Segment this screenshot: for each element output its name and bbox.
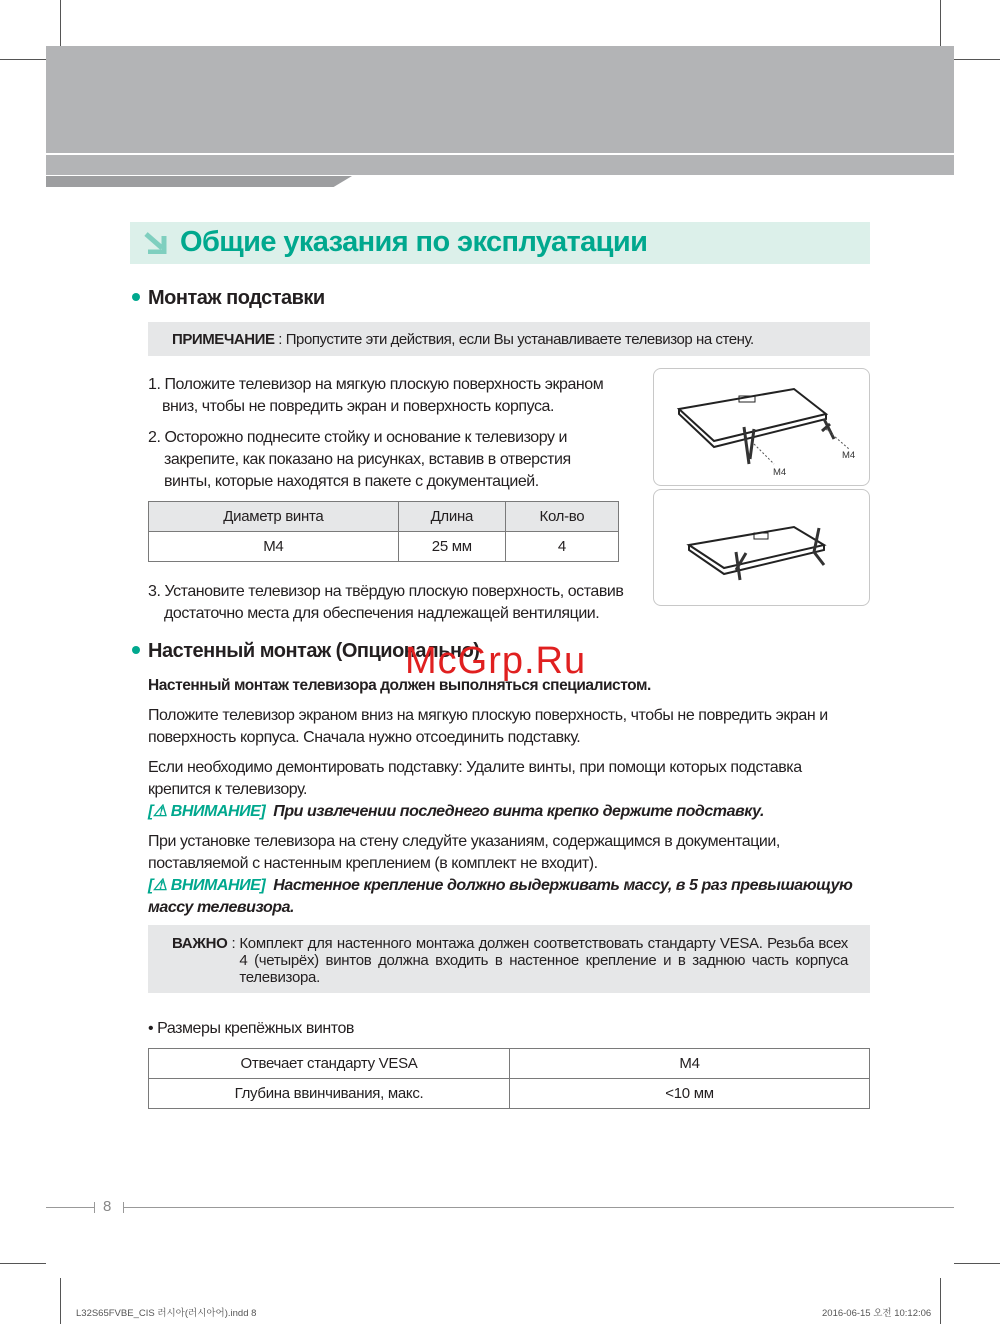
text-line: Положите телевизор экраном вниз на мягкую плоскую поверхность, чтобы не повредить экран и [148, 707, 828, 724]
heading-text: Монтаж подставки [148, 287, 325, 309]
crop-mark [940, 0, 941, 46]
step-2 [148, 427, 571, 493]
warning-text: При извлечении последнего винта крепко держите подставку. [273, 803, 764, 820]
warning-text: Настенное крепление должно выдерживать массу, в 5 раз превышающую [273, 877, 853, 894]
figure-stand-attached [653, 489, 870, 606]
table-cell: M4 [510, 1049, 870, 1079]
step-line: закрепите, как показано на рисунках, вставив в отверстия [164, 451, 571, 468]
bullet-icon [132, 293, 140, 301]
section-title-box [130, 222, 870, 264]
table-cell: Глубина ввинчивания, макс. [149, 1079, 510, 1109]
screw-table [148, 501, 619, 562]
footer-timestamp: 2016-06-15 오전 10:12:06 [822, 1308, 932, 1319]
table-cell: <10 мм [510, 1079, 870, 1109]
step-1 [148, 374, 603, 418]
crop-mark [60, 1278, 61, 1324]
step-line: вниз, чтобы не повредить экран и поверхность корпуса. [162, 398, 554, 415]
note-label: ПРИМЕЧАНИЕ [172, 331, 275, 348]
step-line: 3. Установите телевизор на твёрдую плоскую поверхность, оставив [148, 583, 624, 600]
footer-file-info: L32S65FVBE_CIS 러시아(러시아어).indd 8 [76, 1308, 257, 1319]
header-stripe [46, 176, 352, 187]
header-band [46, 46, 954, 153]
section-title: Общие указания по эксплуатации [180, 226, 648, 258]
wall-paragraph-3 [148, 831, 852, 919]
table-cell: 25 мм [398, 532, 505, 562]
step-line: 1. Положите телевизор на мягкую плоскую поверхность экраном [148, 376, 604, 393]
crop-mark [0, 1263, 46, 1264]
text-line: При установке телевизора на стену следуйте указаниям, содержащимся в документации, [148, 833, 780, 850]
table-cell: 4 [505, 532, 618, 562]
crop-mark [954, 1263, 1000, 1264]
table-header: Кол-во [505, 502, 618, 532]
table-cell: M4 [149, 532, 399, 562]
crop-mark [0, 59, 46, 60]
note-text: : Пропустите эти действия, если Вы устанавливаете телевизор на стену. [278, 331, 754, 348]
figure-label: M4 [773, 467, 787, 478]
text-line: поверхность корпуса. Сначала нужно отсоединить подставку. [148, 729, 581, 746]
step-3 [148, 581, 623, 625]
table-header: Длина [398, 502, 505, 532]
figure-stand-attach [653, 368, 870, 486]
note-box [148, 322, 870, 356]
crop-mark [940, 1278, 941, 1324]
footer-rule [46, 1207, 94, 1208]
figure-label: M4 [842, 450, 856, 461]
stand-heading [132, 287, 325, 310]
table-cell: Отвечает стандарту VESA [149, 1049, 510, 1079]
warning-text: массу телевизора. [148, 899, 295, 916]
important-box: ВАЖНО : Комплект для настенного монтажа должен соответствовать стандарту VESA. Резьба всех 4 (четырёх) винтов должна входить в настенное крепление и в заднюю часть корпуса телевизора. [148, 925, 870, 993]
important-text: Комплект для настенного монтажа должен соответствовать стандарту VESA. Резьба всех 4 (четырёх) винтов должна входить в настенное крепление и в заднюю часть корпуса телевизора. [239, 935, 848, 986]
screws-table [148, 1048, 870, 1109]
step-line: достаточно места для обеспечения надлежащей вентиляции. [164, 605, 600, 622]
crop-mark [954, 59, 1000, 60]
table-header: Диаметр винта [149, 502, 399, 532]
tv-stand-attach-illustration [654, 369, 871, 487]
heading-text: Настенный монтаж (Опционально) [148, 640, 480, 662]
arrow-down-right-icon [144, 232, 168, 254]
tv-stand-illustration [654, 490, 871, 607]
step-line: 2. Осторожно поднесите стойку и основание к телевизору и [148, 429, 568, 446]
bullet-icon [132, 646, 140, 654]
footer-tick [94, 1202, 95, 1213]
screws-heading: • Размеры крепёжных винтов [148, 1020, 354, 1037]
text-line: крепится к телевизору. [148, 781, 308, 798]
important-label: ВАЖНО [172, 935, 228, 952]
crop-mark [60, 0, 61, 46]
wall-paragraph-2 [148, 757, 802, 823]
step-line: винты, которые находятся в пакете с документацией. [164, 473, 539, 490]
warning-label: [⚠ ВНИМАНИЕ] [148, 803, 266, 820]
wall-bold-line: Настенный монтаж телевизора должен выполняться специалистом. [148, 677, 651, 694]
text-line: поставляемой с настенным креплением (в комплект не входит). [148, 855, 598, 872]
watermark: McGrp.Ru [405, 640, 587, 682]
wall-paragraph-1 [148, 705, 828, 749]
text-line: Если необходимо демонтировать подставку: Удалите винты, при помощи которых подставка [148, 759, 802, 776]
footer-rule [123, 1207, 954, 1208]
header-band-lower [46, 155, 954, 175]
warning-label: [⚠ ВНИМАНИЕ] [148, 877, 266, 894]
page-number: 8 [103, 1198, 112, 1215]
